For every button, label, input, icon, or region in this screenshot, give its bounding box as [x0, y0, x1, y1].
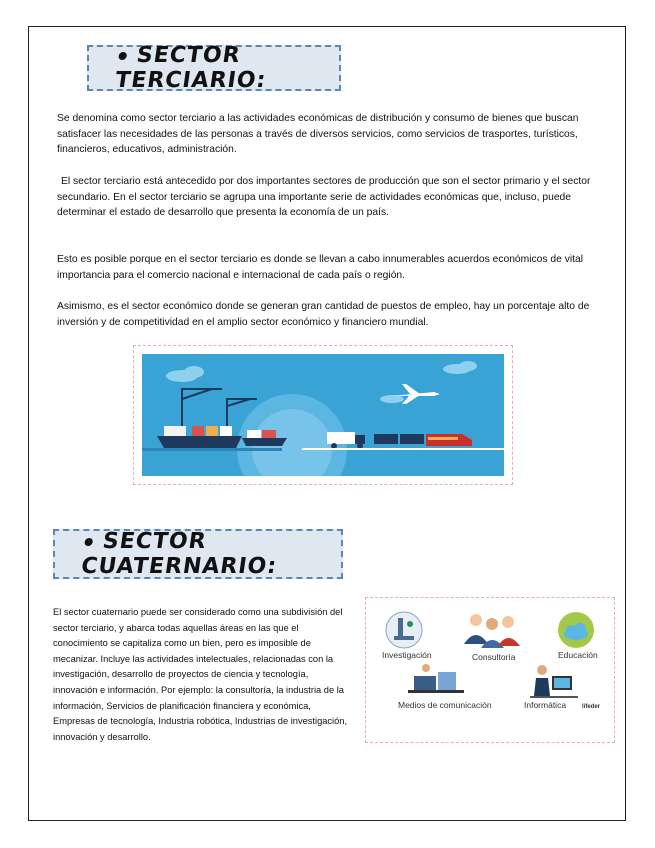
- heading-cuaternario-text: SECTOR CUATERNARIO:: [79, 529, 279, 579]
- heading-terciario: [87, 45, 341, 91]
- label-medios: Medios de comunicación: [398, 700, 492, 710]
- heading-terciario-text: SECTOR TERCIARIO:: [113, 43, 268, 93]
- transport-illustration: [142, 354, 504, 476]
- label-informatica: Informática: [524, 700, 567, 710]
- paragraph-terciario-2: El sector terciario está antecedido por dos importantes sectores de producción que son el sector primario y el sector secundario. En el sector terciario se agrupa una importante serie de actividades económicas que, incluso, puede determinar el estado de desarrollo que presenta la economía de un país.: [57, 176, 591, 218]
- bullet-icon: [118, 52, 127, 60]
- lifeder-logo: lifeder: [582, 704, 601, 710]
- ship-icon: [157, 426, 242, 448]
- transport-image-frame: [133, 345, 513, 485]
- label-consultoria: Consultoría: [472, 652, 516, 662]
- paragraph-terciario-3: Esto es posible porque en el sector terciario es donde se llevan a cabo innumerables acuerdos económicos de vital importancia para el comercio nacional e internacional de cada país o región.: [57, 254, 584, 281]
- paragraph-terciario-1: Se denomina como sector terciario a las actividades económicas de distribución y consumo de bienes que buscan satisfacer las necesidades de las personas a través de diversos servicios, como servicios de trasportes, turísticos, financieros, educativos, administración.: [57, 113, 579, 155]
- microscope-icon: [386, 612, 422, 648]
- document-page: [28, 26, 626, 821]
- label-educacion: Educación: [558, 650, 598, 660]
- label-investigacion: Investigación: [382, 650, 432, 660]
- paragraph-terciario-4: Asimismo, es el sector económico donde se generan gran cantidad de puestos de empleo, hay un porcentaje alto de inversión y de competitividad en el amplio sector económico y financiero mundial.: [57, 301, 590, 328]
- transport-image: [142, 354, 504, 476]
- cuaternario-illustration: [374, 606, 606, 734]
- cloud-icon: [558, 612, 594, 648]
- cuaternario-image-frame: [365, 597, 615, 743]
- cuaternario-image: [374, 606, 606, 734]
- bullet-icon: [84, 538, 93, 546]
- paragraph-cuaternario: El sector cuaternario puede ser considerado como una subdivisión del sector terciario, y abarca todas aquellas áreas en las que el conocimiento se capitaliza como un bien, pero es imposible de mecanizar. Incluye las actividades intelectuales, relacionadas con la investigación, desarrollo de proyectos de ciencia y tecnología, innovación e información. Por ejemplo: la consultoría, la industria de la información, Servicios de planificación financiera y económica, Empresas de tecnología, Industria robótica, Industrias de investigación, innovación y desarrollo.: [53, 607, 348, 742]
- heading-cuaternario: [53, 529, 343, 579]
